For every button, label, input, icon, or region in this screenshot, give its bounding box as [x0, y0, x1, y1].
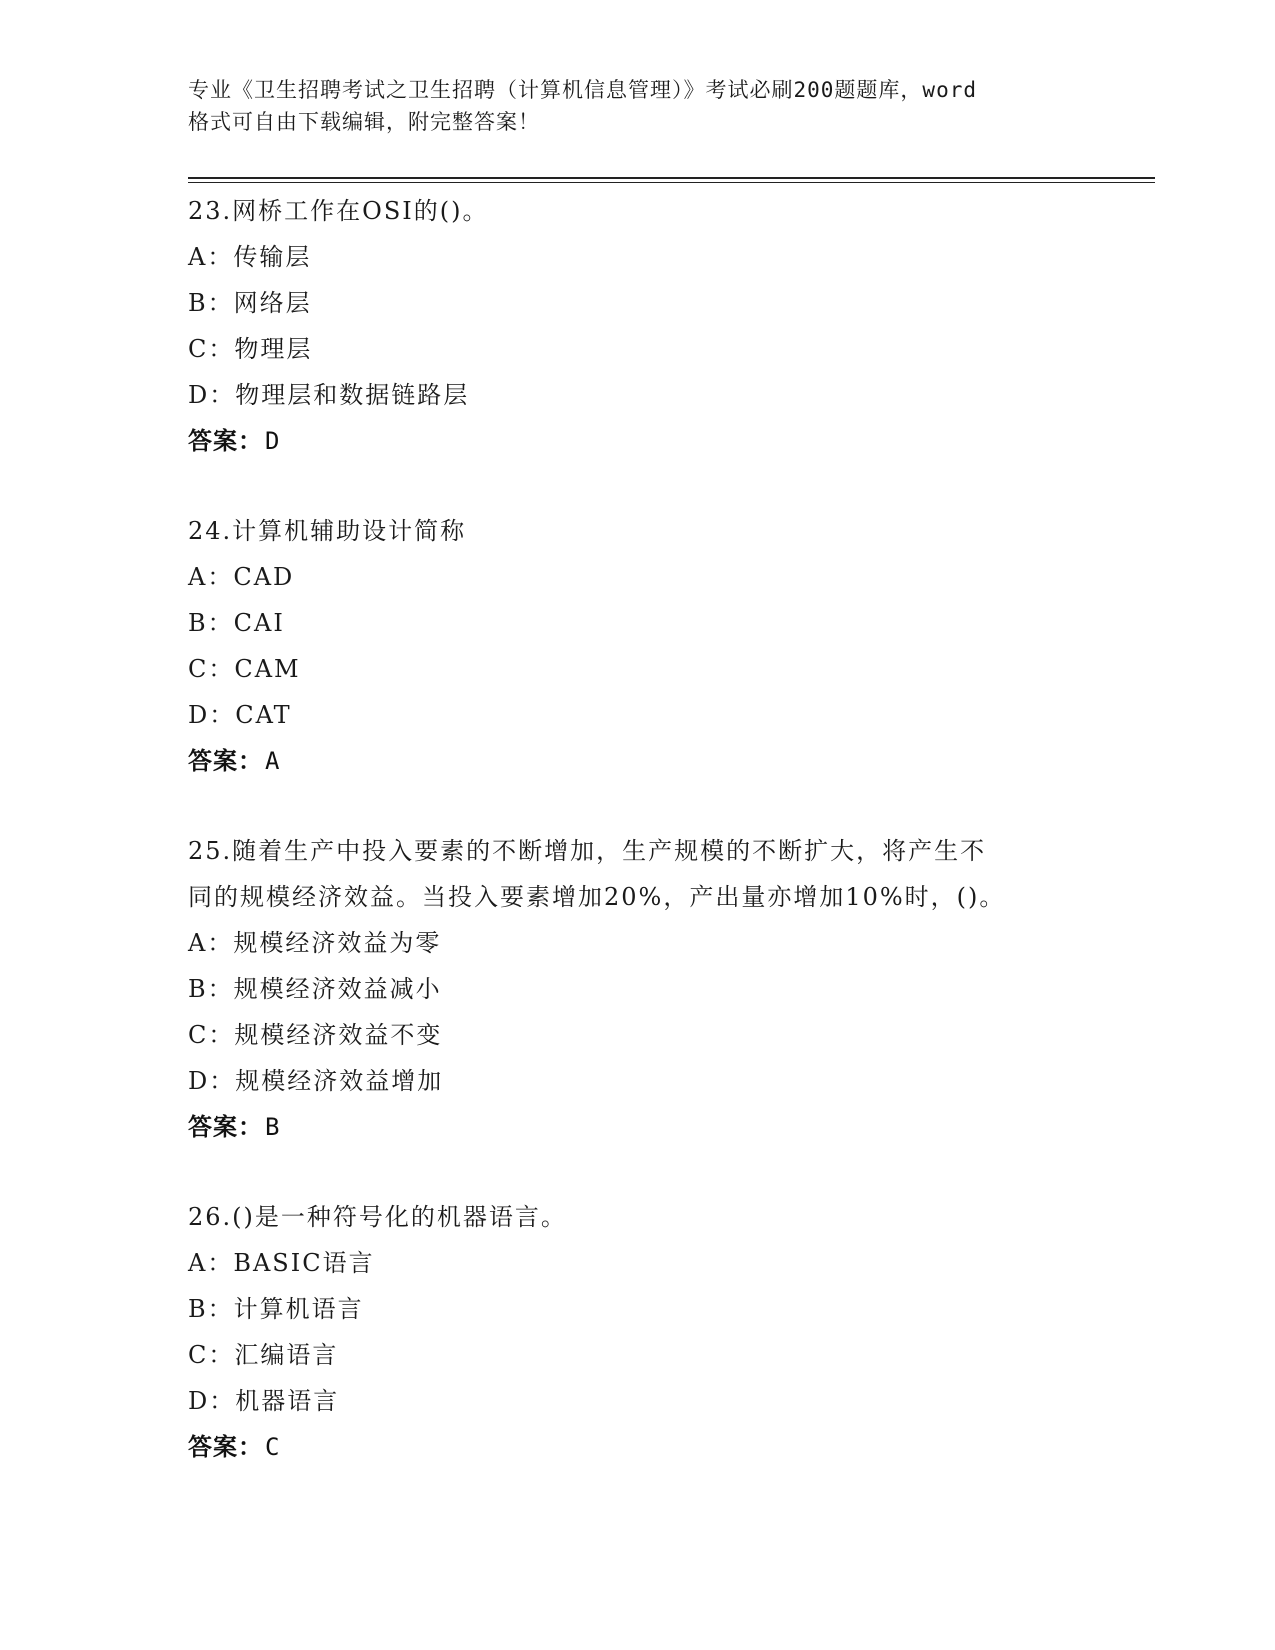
option-a: A：CAD — [188, 563, 295, 591]
option-b: B：计算机语言 — [188, 1295, 364, 1323]
question-stem: 24.计算机辅助设计简称 — [188, 517, 467, 545]
answer-label: 答案： — [188, 1113, 263, 1141]
question-stem-line-1: 25.随着生产中投入要素的不断增加，生产规模的不断扩大，将产生不 — [188, 837, 987, 865]
option-c: C：物理层 — [188, 335, 313, 363]
answer-value: C — [265, 1433, 281, 1461]
document-header — [188, 74, 1088, 138]
header-divider-thick — [188, 177, 1155, 179]
answer-line — [188, 738, 1148, 784]
option-d: D：规模经济效益增加 — [188, 1067, 444, 1095]
answer-label: 答案： — [188, 747, 263, 775]
question-26 — [188, 1194, 1148, 1470]
question-23 — [188, 188, 1148, 464]
option-d: D：CAT — [188, 701, 292, 729]
option-d: D：物理层和数据链路层 — [188, 381, 470, 409]
option-a: A：传输层 — [188, 243, 312, 271]
answer-line — [188, 1104, 1148, 1150]
option-b: B：CAI — [188, 609, 285, 637]
question-stem: 23.网桥工作在OSI的()。 — [188, 197, 489, 225]
question-25 — [188, 828, 1148, 1150]
option-a: A：BASIC语言 — [188, 1249, 375, 1277]
option-b: B：规模经济效益减小 — [188, 975, 442, 1003]
option-a: A：规模经济效益为零 — [188, 929, 442, 957]
answer-line — [188, 418, 1148, 464]
header-divider-thin — [188, 182, 1155, 183]
answer-label: 答案： — [188, 1433, 263, 1461]
question-stem-line-2: 同的规模经济效益。当投入要素增加20%，产出量亦增加10%时，()。 — [188, 883, 1006, 911]
header-title-line-1: 专业《卫生招聘考试之卫生招聘（计算机信息管理）》考试必刷200题题库，word — [188, 78, 977, 102]
answer-value: A — [265, 747, 281, 775]
header-title-line-2: 格式可自由下载编辑，附完整答案！ — [188, 110, 540, 134]
question-list — [188, 188, 1148, 1514]
option-c: C：CAM — [188, 655, 301, 683]
answer-value: D — [265, 427, 281, 455]
question-24 — [188, 508, 1148, 784]
answer-label: 答案： — [188, 427, 263, 455]
question-stem: 26.()是一种符号化的机器语言。 — [188, 1203, 567, 1231]
option-c: C：汇编语言 — [188, 1341, 339, 1369]
option-b: B：网络层 — [188, 289, 312, 317]
answer-line — [188, 1424, 1148, 1470]
option-d: D：机器语言 — [188, 1387, 340, 1415]
answer-value: B — [265, 1113, 281, 1141]
option-c: C：规模经济效益不变 — [188, 1021, 443, 1049]
